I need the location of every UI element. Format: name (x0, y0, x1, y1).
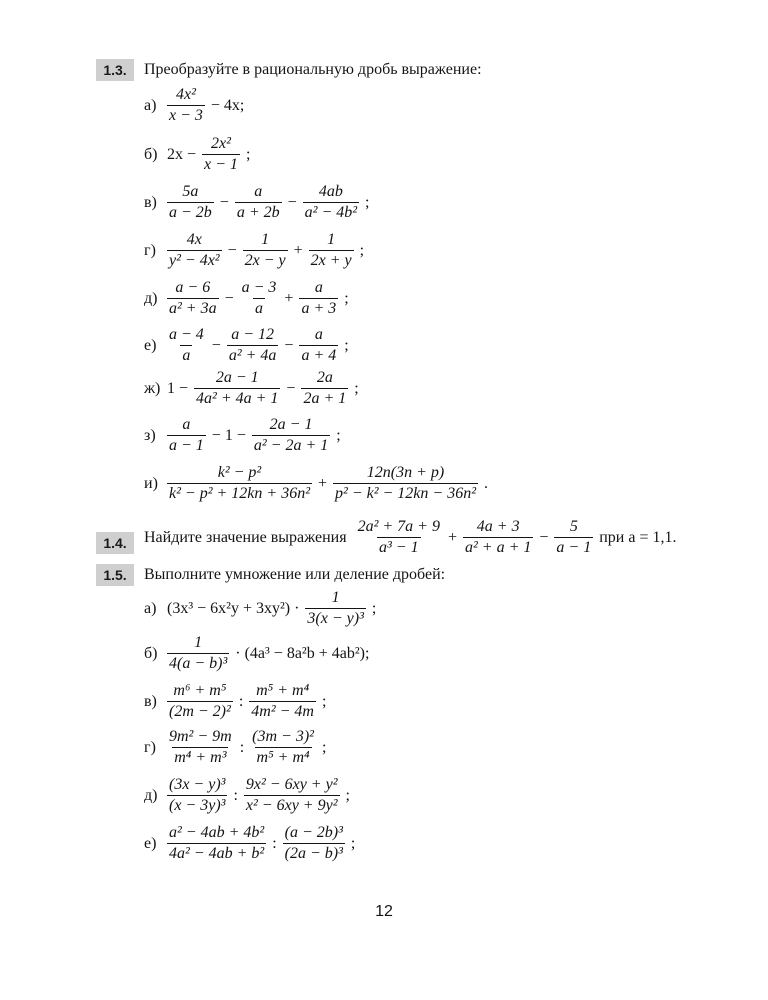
fraction-numerator: a (182, 416, 191, 433)
item-label: г) (144, 738, 156, 756)
fraction (333, 464, 478, 503)
fraction (305, 589, 365, 628)
expression-term: − 4x; (210, 96, 245, 114)
expression-term: ; (371, 599, 377, 617)
fraction-numerator: 4a + 3 (476, 518, 520, 535)
fraction-denominator: 4(a − b)³ (169, 655, 228, 672)
fraction (244, 776, 340, 815)
fraction-numerator: a (254, 183, 263, 200)
fraction (243, 231, 288, 270)
fraction (309, 231, 354, 270)
fraction (240, 279, 279, 318)
expression-term: − (211, 336, 221, 354)
fraction (167, 86, 205, 125)
fraction (167, 824, 266, 863)
fraction-denominator: a² − 2a + 1 (253, 437, 329, 454)
fraction (356, 518, 442, 557)
expression-term: + (293, 241, 303, 259)
fraction-denominator: m⁴ + m³ (174, 749, 227, 766)
fraction-numerator: a² − 4ab + 4b² (169, 824, 265, 841)
expression-term: (3x³ − 6x²y + 3xy²) · (167, 599, 300, 617)
item-label: д) (144, 289, 158, 307)
item-label: и) (144, 474, 158, 492)
fraction-numerator: m⁵ + m⁴ (256, 682, 310, 699)
fraction-numerator: a − 4 (169, 326, 204, 343)
fraction-denominator: a² + 3a (169, 300, 217, 317)
fraction (283, 824, 345, 863)
fraction-denominator: 2a + 1 (303, 390, 347, 407)
expression-term: − 1 − (211, 426, 246, 444)
fraction-numerator: 2x² (211, 135, 231, 152)
fraction-numerator: 2a − 1 (215, 369, 259, 386)
fraction (303, 183, 359, 222)
expression-term: − (224, 289, 234, 307)
item-label: б) (144, 145, 158, 163)
expression-term: − (284, 336, 294, 354)
expression-term: − (219, 193, 229, 211)
item-label: а) (144, 96, 157, 114)
fraction-numerator: 2a (316, 369, 333, 386)
fraction-denominator: a − 2b (169, 204, 212, 221)
fraction-denominator: 4a² − 4ab + b² (169, 845, 265, 862)
expression-term: 1 − (167, 379, 189, 397)
fraction-numerator: 5a (182, 183, 199, 200)
fraction-denominator: (2m − 2)² (169, 703, 231, 720)
fraction (167, 776, 227, 815)
exercise-item (144, 824, 358, 863)
expression-term: : (233, 786, 238, 804)
fraction-denominator: 2x + y (310, 252, 352, 269)
fraction (167, 464, 312, 503)
exercise-item (144, 279, 352, 318)
fraction (250, 728, 316, 767)
expression-term: ; (321, 738, 327, 756)
fraction-denominator: a (255, 300, 264, 317)
fraction-numerator: 4ab (318, 183, 343, 200)
exercise-item (144, 589, 379, 628)
expression-term: ; (344, 289, 349, 307)
expression-term: + (317, 474, 328, 492)
fraction-denominator: (x − 3y)³ (169, 797, 226, 814)
fraction-denominator: 2x − y (244, 252, 286, 269)
expression-term: ; (365, 193, 370, 211)
fraction-numerator: 9x² − 6xy + y² (245, 776, 338, 793)
problem-number: 1.3. (96, 59, 134, 81)
fraction-numerator: k² − p² (217, 464, 262, 481)
expression-term: ; (345, 786, 350, 804)
expression-term: : (272, 834, 277, 852)
fraction-denominator: a + 4 (301, 347, 337, 364)
item-label: ж) (144, 379, 161, 397)
expression-term: ; (245, 145, 251, 163)
fraction (167, 326, 206, 365)
expression-term: + (284, 289, 294, 307)
fraction (167, 183, 214, 222)
fraction-numerator: a − 3 (241, 279, 277, 296)
item-label: д) (144, 786, 158, 804)
expression-term: ; (321, 692, 327, 710)
fraction-denominator: a + 2b (236, 204, 280, 221)
fraction-numerator: 4x (186, 231, 202, 248)
item-label: е) (144, 336, 157, 354)
item-label: е) (144, 834, 157, 852)
fraction-numerator: 2a² + 7a + 9 (357, 518, 440, 535)
exercise-item (144, 231, 367, 270)
fraction-denominator: x² − 6xy + 9y² (245, 797, 338, 814)
fraction (167, 682, 233, 721)
fraction-numerator: (a − 2b)³ (284, 824, 343, 841)
fraction (299, 326, 338, 365)
problem-number: 1.5. (96, 564, 134, 586)
fraction-denominator: (2a − b)³ (284, 845, 343, 862)
expression-term: ; (350, 834, 356, 852)
fraction-denominator: a (182, 347, 191, 364)
expression-term: − (539, 528, 549, 546)
fraction-denominator: a − 1 (556, 539, 592, 556)
fraction-numerator: (3m − 3)² (252, 728, 314, 745)
item-label: г) (144, 241, 156, 259)
item-label: б) (144, 644, 158, 662)
exercise-item (144, 728, 329, 767)
fraction-denominator: a + 3 (301, 300, 337, 317)
expression-term: − (227, 241, 237, 259)
fraction-numerator: a (314, 326, 323, 343)
fraction-denominator: y² − 4x² (169, 252, 220, 269)
expression-term: : (239, 738, 245, 756)
fraction (299, 279, 338, 318)
fraction-numerator: 5 (569, 518, 578, 535)
expression (353, 518, 680, 557)
fraction-numerator: 9m² − 9m (169, 728, 232, 745)
item-label: з) (144, 426, 156, 444)
fraction (202, 135, 240, 174)
item-label: в) (144, 692, 157, 710)
exercise-item (144, 86, 247, 125)
fraction (194, 369, 280, 408)
fraction-numerator: 1 (261, 231, 270, 248)
fraction (301, 369, 348, 408)
fraction (554, 518, 593, 557)
fraction (235, 183, 282, 222)
fraction-numerator: a − 12 (231, 326, 275, 343)
fraction-denominator: 4a² + 4a + 1 (196, 390, 279, 407)
fraction (249, 682, 316, 721)
item-label: а) (144, 599, 157, 617)
expression-term: · (4a³ − 8a²b + 4ab²); (235, 644, 370, 662)
exercise-item (144, 135, 253, 174)
expression-term: ; (354, 379, 359, 397)
fraction-denominator: a − 1 (169, 437, 204, 454)
item-label: в) (144, 193, 157, 211)
expression-term: при a = 1,1. (599, 528, 677, 546)
exercise-item (144, 634, 372, 673)
problem-number: 1.4. (96, 532, 134, 554)
fraction-numerator: 4x² (176, 86, 196, 103)
problem-heading: Выполните умножение или деление дробей: (144, 566, 446, 583)
expression-term: : (238, 692, 244, 710)
exercise-item (144, 416, 344, 455)
page-number: 12 (375, 903, 393, 920)
fraction-denominator: x − 3 (169, 107, 203, 124)
fraction-denominator: k² − p² + 12kn + 36n² (169, 485, 310, 502)
fraction-numerator: 1 (331, 589, 340, 606)
fraction-numerator: a (314, 279, 323, 296)
fraction-numerator: 12n(3n + p) (366, 464, 445, 481)
fraction-denominator: 4m² − 4m (251, 703, 314, 720)
problem-heading: Преобразуйте в рациональную дробь выражение: (144, 61, 482, 78)
fraction (167, 231, 222, 270)
fraction-numerator: m⁶ + m⁵ (173, 682, 227, 699)
expression-term: ; (336, 426, 341, 444)
fraction-denominator: 3(x − y)³ (307, 610, 364, 627)
expression-term: + (447, 528, 457, 546)
fraction-numerator: 1 (194, 634, 203, 651)
expression-term: ; (359, 241, 365, 259)
fraction (252, 416, 330, 455)
fraction-denominator: a³ − 1 (378, 539, 419, 556)
exercise-item (144, 369, 362, 408)
fraction-denominator: a² − 4b² (304, 204, 358, 221)
exercise-item (144, 326, 352, 365)
fraction (167, 416, 206, 455)
expression-term: 2x − (167, 145, 197, 163)
expression-term: − (287, 193, 297, 211)
fraction (167, 634, 229, 673)
exercise-item (144, 776, 353, 815)
problem-heading: Найдите значение выражения (144, 528, 347, 546)
exercise-item (144, 682, 329, 721)
fraction (463, 518, 533, 557)
problem-statement (144, 518, 679, 557)
fraction-numerator: 2a − 1 (269, 416, 313, 433)
fraction-numerator: a − 6 (175, 279, 211, 296)
exercise-item (144, 464, 491, 503)
fraction (227, 326, 279, 365)
expression-term: . (484, 474, 488, 492)
fraction-denominator: p² − k² − 12kn − 36n² (335, 485, 476, 502)
fraction-denominator: x − 1 (204, 156, 238, 173)
exercise-item (144, 183, 373, 222)
fraction-numerator: (3x − y)³ (169, 776, 226, 793)
fraction-denominator: m⁵ + m⁴ (256, 749, 310, 766)
expression-term: − (286, 379, 296, 397)
expression-term: ; (344, 336, 349, 354)
fraction (167, 728, 234, 767)
fraction-denominator: a² + 4a (228, 347, 277, 364)
fraction-numerator: 1 (327, 231, 336, 248)
fraction (167, 279, 219, 318)
fraction-denominator: a² + a + 1 (465, 539, 532, 556)
